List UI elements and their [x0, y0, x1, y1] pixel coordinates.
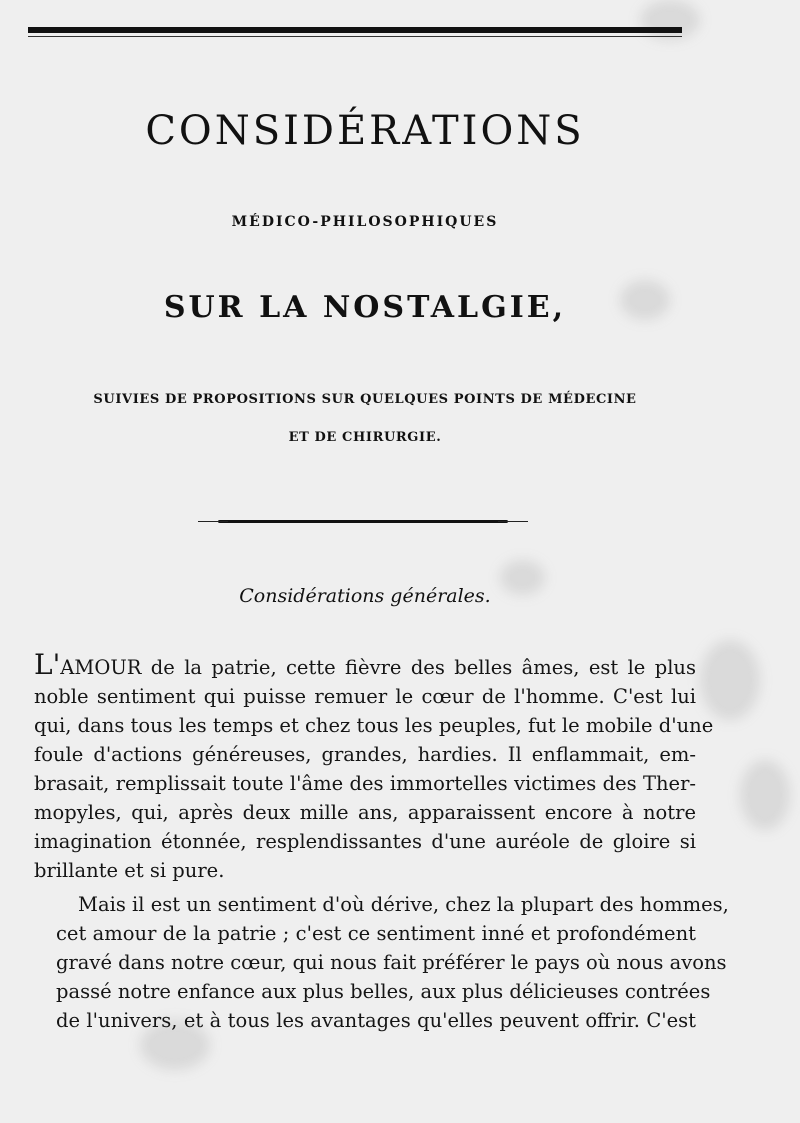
- paragraph-line: qui, dans tous les temps et chez tous les peuples, fut le mobile d'une: [34, 714, 714, 737]
- paragraph-line: foule d'actions généreuses, grandes, hardies. Il enflammait, em-: [34, 743, 696, 766]
- paragraph-line: [34, 650, 696, 682]
- drop-cap: L': [34, 648, 61, 681]
- top-rule: [28, 27, 682, 33]
- paragraph-1: [34, 648, 714, 885]
- paragraph-line: mopyles, qui, après deux mille ans, apparaissent encore à notre: [34, 801, 696, 824]
- subtitle-line-2: SUIVIES DE PROPOSITIONS SUR QUELQUES POINTS DE MÉDECINE: [93, 392, 637, 407]
- paragraph-line: gravé dans notre cœur, qui nous fait préférer le pays où nous avons: [56, 951, 727, 974]
- ornamental-rule: [218, 520, 508, 523]
- small-caps-word: AMOUR: [60, 656, 142, 679]
- line-text: de la patrie, cette fièvre des belles âmes, est le plus: [141, 656, 696, 679]
- paragraph-2: [34, 890, 729, 1035]
- top-rule-thin: [28, 36, 682, 37]
- page-stain: [700, 640, 760, 720]
- paragraph-line: brasait, remplissait toute l'âme des immortelles victimes des Ther-: [34, 772, 696, 795]
- paragraph-line: brillante et si pure.: [34, 859, 225, 882]
- paragraph-line: Mais il est un sentiment d'où dérive, chez la plupart des hommes,: [78, 893, 729, 916]
- section-heading: Considérations générales.: [239, 585, 491, 607]
- page-stain: [640, 0, 700, 40]
- subtitle-line-1: MÉDICO-PHILOSOPHIQUES: [231, 214, 499, 230]
- paragraph-line: passé notre enfance aux plus belles, aux plus délicieuses contrées: [56, 980, 711, 1003]
- paragraph-line: imagination étonnée, resplendissantes d'une auréole de gloire si: [34, 830, 696, 853]
- paragraph-line: cet amour de la patrie ; c'est ce sentiment inné et profondément: [56, 922, 696, 945]
- paragraph-line: de l'univers, et à tous les avantages qu'elles peuvent offrir. C'est: [56, 1009, 696, 1032]
- subtitle-line-3: ET DE CHIRURGIE.: [288, 430, 442, 445]
- main-title-line-2: SUR LA NOSTALGIE,: [163, 290, 567, 325]
- main-title: CONSIDÉRATIONS: [145, 108, 585, 154]
- page-stain: [740, 760, 790, 830]
- paragraph-line: noble sentiment qui puisse remuer le cœur de l'homme. C'est lui: [34, 685, 696, 708]
